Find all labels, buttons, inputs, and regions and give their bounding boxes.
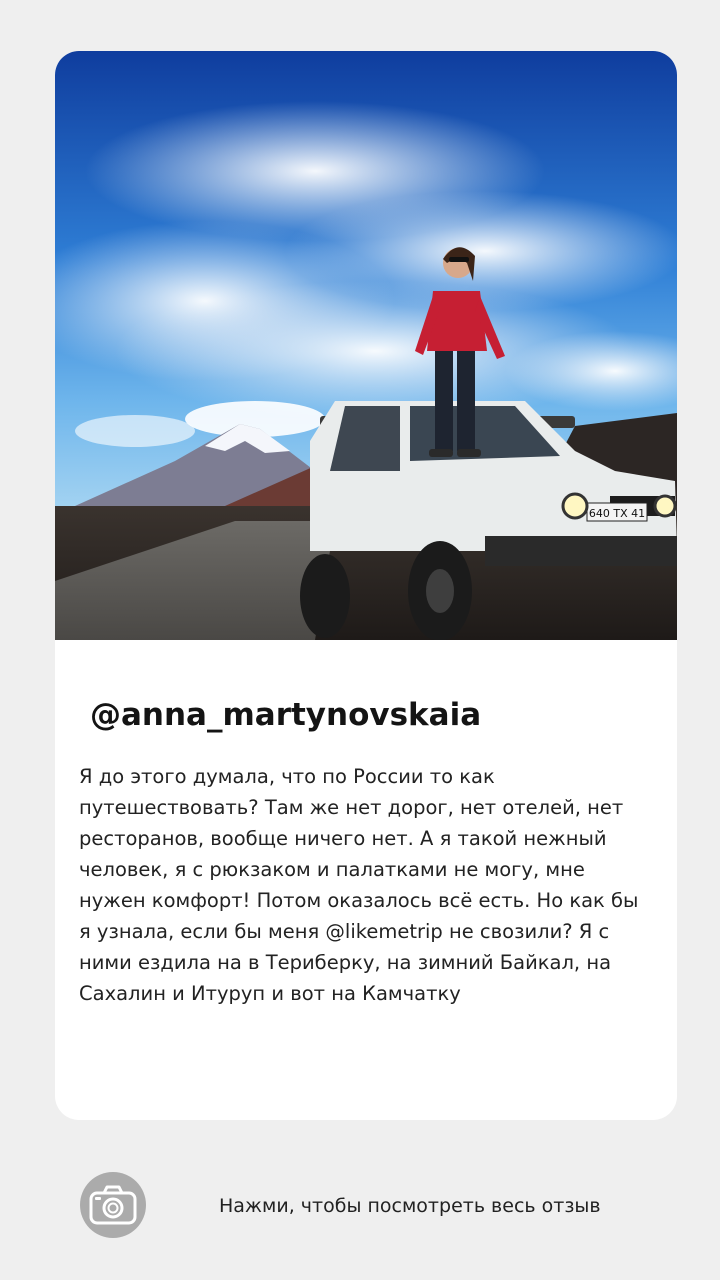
camera-icon — [89, 1185, 137, 1225]
review-card[interactable] — [55, 51, 677, 1120]
svg-text:640 ТХ 41: 640 ТХ 41 — [588, 507, 646, 520]
review-photo — [55, 51, 677, 640]
camera-button[interactable] — [80, 1172, 146, 1238]
view-full-review-link[interactable]: Нажми, чтобы посмотреть весь отзыв — [219, 1195, 601, 1217]
author-handle[interactable]: @anna_martynovskaia — [90, 697, 482, 733]
review-text: Я до этого думала, что по России то как путешествовать? Там же нет дорог, нет отелей, нет ресторанов, вообще ничего нет. А я такой нежный человек, я с рюкзаком и палатками не могу, мне нужен комфорт! Потом оказалось всё есть. Но как бы я узнала, если бы меня @likemetrip не свозили? Я с ними ездила на в Териберку, на зимний Байкал, на Сахалин и Итуруп и вот на Камчатку — [79, 765, 639, 1005]
